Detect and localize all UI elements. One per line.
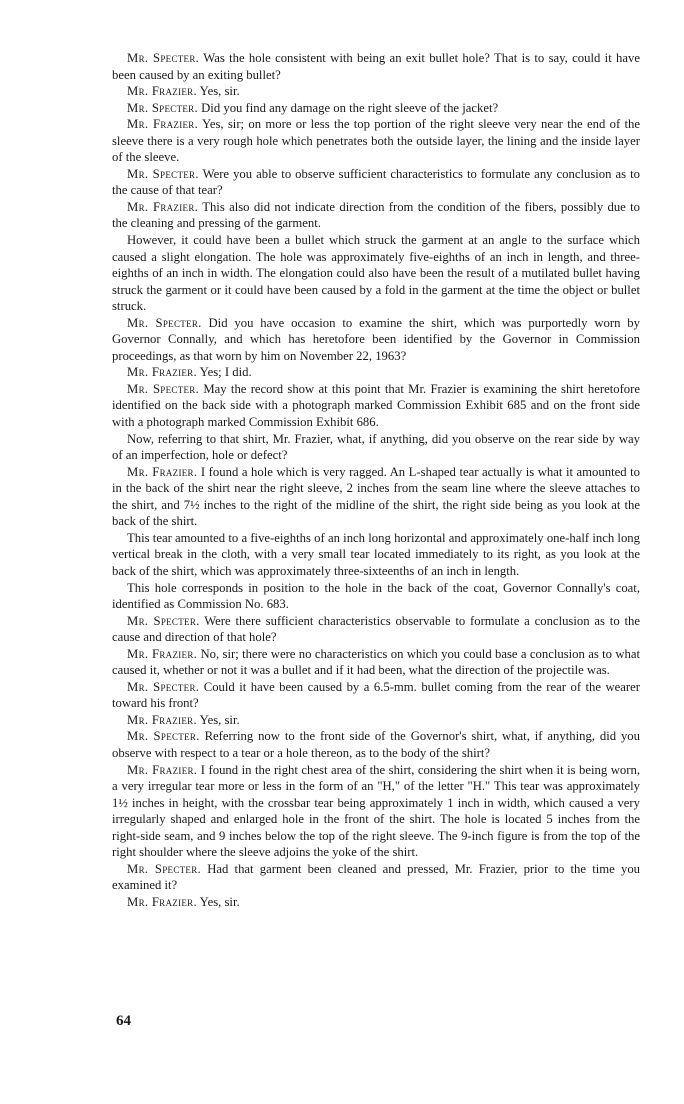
paragraph-text: Yes, sir. bbox=[199, 712, 240, 727]
paragraph bbox=[112, 199, 640, 232]
paragraph-text: Were there sufficient characteristics observable to formulate a conclusion as to the cause and direction of that hole? bbox=[112, 613, 640, 645]
paragraph bbox=[112, 646, 640, 679]
paragraph-text: Yes; I did. bbox=[199, 365, 252, 380]
speaker-label: Mr. Specter. bbox=[127, 381, 200, 396]
paragraph bbox=[112, 431, 640, 464]
speaker-label: Mr. Specter. bbox=[127, 100, 198, 115]
speaker-label: Mr. Frazier. bbox=[127, 712, 197, 727]
speaker-label: Mr. Specter. bbox=[127, 613, 200, 628]
paragraph-text: Were you able to observe sufficient characteristics to formulate any conclusion as to the cause of that tear? bbox=[112, 166, 640, 198]
paragraph-text: Did you have occasion to examine the shirt, which was purportedly worn by Governor Connally, and which has heretofore been identified by the Governor in Commission proceedings, as that worn by him on November 22, 1963? bbox=[112, 315, 640, 363]
paragraph-text: This also did not indicate direction from the condition of the fibers, possibly due to the cleaning and pressing of the garment. bbox=[112, 199, 640, 231]
paragraph bbox=[112, 712, 640, 729]
paragraph bbox=[112, 315, 640, 365]
paragraph-text: May the record show at this point that Mr. Frazier is examining the shirt heretofore identified on the back side with a photograph marked Commission Exhibit 685 and on the front side with a photograph marked Commission Exhibit 686. bbox=[112, 381, 640, 430]
paragraph bbox=[112, 894, 640, 911]
page-number: 64 bbox=[116, 1013, 131, 1029]
paragraph-text: Did you find any damage on the right sleeve of the jacket? bbox=[201, 100, 499, 115]
paragraph bbox=[112, 530, 640, 580]
speaker-label: Mr. Specter. bbox=[127, 166, 199, 181]
speaker-label: Mr. Frazier. bbox=[127, 365, 197, 380]
speaker-label: Mr. Specter. bbox=[127, 51, 200, 65]
paragraph-text: Could it have been caused by a 6.5-mm. bullet coming from the rear of the wearer toward his front? bbox=[112, 679, 641, 711]
speaker-label: Mr. Frazier. bbox=[127, 117, 199, 132]
paragraph-text: This hole corresponds in position to the hole in the back of the coat, Governor Connally's coat, identified as Commission No. 683. bbox=[112, 580, 640, 612]
paragraph-text: No, sir; there were no characteristics on which you could base a conclusion as to what caused it, whether or not it was a bullet and if it had been, what the direction of the projectile was. bbox=[112, 646, 640, 678]
paragraph-text: Now, referring to that shirt, Mr. Frazier, what, if anything, did you observe on the rear side by way of an imperfection, hole or defect? bbox=[112, 431, 640, 463]
paragraph-text: Had that garment been cleaned and pressed, Mr. Frazier, prior to the time you examined it? bbox=[112, 861, 641, 893]
paragraph bbox=[112, 762, 640, 861]
paragraph bbox=[112, 613, 640, 646]
paragraph bbox=[112, 580, 640, 613]
paragraph-text: Yes, sir. bbox=[199, 894, 240, 909]
paragraph-text: Yes, sir; on more or less the top portion of the right sleeve very near the end of the sleeve there is a very rough hole which penetrates both the outside layer, the lining and the inside layer of the sleeve. bbox=[112, 117, 640, 165]
paragraph-text: I found a hole which is very ragged. An L-shaped tear actually is what it amounted to in the back of the shirt near the right sleeve, 2 inches from the seam line where the sleeve attaches to the shirt, and 7½ inches to the right of the midline of the shirt, the right side being as you look at the back of the shirt. bbox=[112, 464, 640, 529]
speaker-label: Mr. Frazier. bbox=[127, 199, 199, 214]
paragraph-text: Yes, sir. bbox=[199, 84, 240, 99]
speaker-label: Mr. Specter. bbox=[127, 861, 201, 876]
paragraph bbox=[112, 116, 640, 166]
speaker-label: Mr. Frazier. bbox=[127, 646, 198, 661]
paragraph bbox=[112, 728, 640, 761]
paragraph bbox=[112, 83, 640, 100]
speaker-label: Mr. Specter. bbox=[127, 729, 200, 744]
speaker-label: Mr. Frazier. bbox=[127, 84, 197, 99]
paragraph bbox=[112, 464, 640, 530]
paragraph-text: I found in the right chest area of the shirt, considering the shirt when it is being worn, a very irregular tear more or less in the form of an "H," of the letter "H." This tear was approximately 1½ inches in height, with the crossbar tear being approximately 1 inch in width, which caused a very irregularly shaped and enlarged hole in the front of the shirt. The hole is located 5 inches from the right-side seam, and 9 inches below the top of the right sleeve. The 9-inch figure is from the top of the right shoulder where the sleeve adjoins the yoke of the shirt. bbox=[112, 762, 640, 860]
speaker-label: Mr. Frazier. bbox=[127, 894, 197, 909]
paragraph bbox=[112, 166, 640, 199]
speaker-label: Mr. Specter. bbox=[127, 315, 202, 330]
paragraph bbox=[112, 100, 640, 117]
transcript-body bbox=[112, 50, 640, 910]
paragraph-text: Referring now to the front side of the Governor's shirt, what, if anything, did you observe with respect to a tear or a hole thereon, as to the body of the shirt? bbox=[112, 729, 640, 760]
speaker-label: Mr. Frazier. bbox=[127, 762, 198, 777]
paragraph-text: Was the hole consistent with being an exit bullet hole? That is to say, could it have been caused by an exiting bullet? bbox=[112, 51, 640, 82]
paragraph-text: However, it could have been a bullet which struck the garment at an angle to the surface which caused a slight elongation. The hole was approximately five-eighths of an inch in length, and three-eighths of an inch in width. The elongation could also have been the result of a mutilated bullet having struck the garment or it could have been caused by a fold in the garment at the time the object or bullet struck. bbox=[112, 233, 640, 314]
paragraph-text: This tear amounted to a five-eighths of an inch long horizontal and approximately one-half inch long vertical break in the cloth, with a very small tear located immediately to its right, as you look at the back of the shirt, which was approximately three-sixteenths of an inch in length. bbox=[112, 530, 640, 578]
paragraph bbox=[112, 679, 640, 712]
paragraph bbox=[112, 364, 640, 381]
speaker-label: Mr. Frazier. bbox=[127, 464, 198, 479]
speaker-label: Mr. Specter. bbox=[127, 679, 200, 694]
paragraph bbox=[112, 861, 640, 894]
paragraph bbox=[112, 50, 640, 83]
paragraph bbox=[112, 381, 640, 431]
paragraph bbox=[112, 232, 640, 315]
